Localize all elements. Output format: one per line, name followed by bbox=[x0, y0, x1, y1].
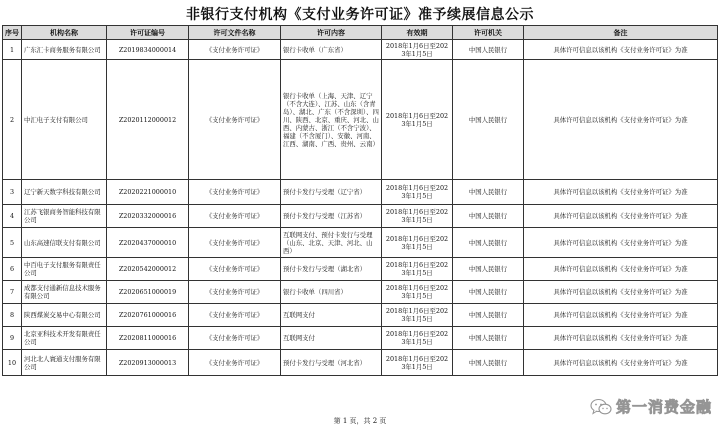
row-license-no: Z2019834000014 bbox=[107, 40, 189, 60]
row-note: 具体许可信息以该机构《支付业务许可证》为准 bbox=[524, 258, 718, 281]
row-authority: 中国人民银行 bbox=[453, 40, 524, 60]
table-row bbox=[3, 180, 718, 205]
row-license-no: Z2020332000016 bbox=[107, 205, 189, 228]
document-title: 非银行支付机构《支付业务许可证》准予续展信息公示 bbox=[186, 7, 534, 23]
row-name: 中百电子支付服务有限责任公司 bbox=[22, 258, 107, 281]
row-no: 3 bbox=[3, 180, 22, 205]
header-note: 备注 bbox=[524, 26, 718, 40]
row-no: 8 bbox=[3, 304, 22, 327]
row-license-no: Z2020761000016 bbox=[107, 304, 189, 327]
row-doc: 《支付业务许可证》 bbox=[189, 60, 281, 180]
row-name: 成都支付通新信息技术服务有限公司 bbox=[22, 281, 107, 304]
header-row bbox=[3, 26, 718, 40]
row-license-no: Z2020221000010 bbox=[107, 180, 189, 205]
table-row bbox=[3, 205, 718, 228]
table-row bbox=[3, 228, 718, 258]
row-name: 辽宁新天数字科技有限公司 bbox=[22, 180, 107, 205]
row-authority: 中国人民银行 bbox=[453, 205, 524, 228]
row-authority: 中国人民银行 bbox=[453, 350, 524, 376]
watermark bbox=[590, 396, 712, 417]
row-authority: 中国人民银行 bbox=[453, 304, 524, 327]
table-row bbox=[3, 40, 718, 60]
row-name: 广东汇卡商务服务有限公司 bbox=[22, 40, 107, 60]
row-doc: 《支付业务许可证》 bbox=[189, 205, 281, 228]
row-validity: 2018年1月6日至2023年1月5日 bbox=[382, 40, 453, 60]
row-no: 6 bbox=[3, 258, 22, 281]
row-doc: 《支付业务许可证》 bbox=[189, 304, 281, 327]
row-validity: 2018年1月6日至2023年1月5日 bbox=[382, 205, 453, 228]
row-validity: 2018年1月6日至2023年1月5日 bbox=[382, 180, 453, 205]
table-row bbox=[3, 281, 718, 304]
row-note: 具体许可信息以该机构《支付业务许可证》为准 bbox=[524, 228, 718, 258]
row-validity: 2018年1月6日至2023年1月5日 bbox=[382, 281, 453, 304]
row-authority: 中国人民银行 bbox=[453, 281, 524, 304]
row-name: 江苏飞银商务智能科技有限公司 bbox=[22, 205, 107, 228]
row-authority: 中国人民银行 bbox=[453, 228, 524, 258]
header-doc: 许可文件名称 bbox=[189, 26, 281, 40]
row-note: 具体许可信息以该机构《支付业务许可证》为准 bbox=[524, 281, 718, 304]
row-validity: 2018年1月6日至2023年1月5日 bbox=[382, 304, 453, 327]
row-doc: 《支付业务许可证》 bbox=[189, 350, 281, 376]
row-name: 陕西煤炭交易中心有限公司 bbox=[22, 304, 107, 327]
license-table bbox=[2, 25, 718, 376]
watermark-text: 第一消费金融 bbox=[615, 398, 712, 416]
header-no: 序号 bbox=[3, 26, 22, 40]
row-name: 山东高速信联支付有限公司 bbox=[22, 228, 107, 258]
row-no: 2 bbox=[3, 60, 22, 180]
row-validity: 2018年1月6日至2023年1月5日 bbox=[382, 350, 453, 376]
row-validity: 2018年1月6日至2023年1月5日 bbox=[382, 60, 453, 180]
row-doc: 《支付业务许可证》 bbox=[189, 258, 281, 281]
row-content: 银行卡收单（四川省） bbox=[281, 281, 382, 304]
row-doc: 《支付业务许可证》 bbox=[189, 228, 281, 258]
row-doc: 《支付业务许可证》 bbox=[189, 281, 281, 304]
row-no: 4 bbox=[3, 205, 22, 228]
row-content: 互联网支付 bbox=[281, 304, 382, 327]
row-content: 互联网支付 bbox=[281, 327, 382, 350]
row-name: 河北北人寰通支付服务有限公司 bbox=[22, 350, 107, 376]
row-license-no: Z2020542000012 bbox=[107, 258, 189, 281]
row-name: 中汇电子支付有限公司 bbox=[22, 60, 107, 180]
row-doc: 《支付业务许可证》 bbox=[189, 40, 281, 60]
row-license-no: Z2020913000013 bbox=[107, 350, 189, 376]
row-authority: 中国人民银行 bbox=[453, 258, 524, 281]
row-content: 预付卡发行与受理（河北省） bbox=[281, 350, 382, 376]
row-content: 预付卡发行与受理（湖北省） bbox=[281, 258, 382, 281]
row-note: 具体许可信息以该机构《支付业务许可证》为准 bbox=[524, 60, 718, 180]
row-doc: 《支付业务许可证》 bbox=[189, 180, 281, 205]
page-footer: 第 1 页，共 2 页 bbox=[333, 417, 387, 425]
row-content: 预付卡发行与受理（江苏省） bbox=[281, 205, 382, 228]
header-name: 机构名称 bbox=[22, 26, 107, 40]
table-row bbox=[3, 60, 718, 180]
row-validity: 2018年1月6日至2023年1月5日 bbox=[382, 258, 453, 281]
row-validity: 2018年1月6日至2023年1月5日 bbox=[382, 327, 453, 350]
row-content: 互联网支付、预付卡发行与受理（山东、北京、天津、河北、山西） bbox=[281, 228, 382, 258]
row-no: 9 bbox=[3, 327, 22, 350]
wechat-icon bbox=[590, 398, 612, 416]
table-row bbox=[3, 327, 718, 350]
table-row bbox=[3, 258, 718, 281]
row-authority: 中国人民银行 bbox=[453, 180, 524, 205]
row-authority: 中国人民银行 bbox=[453, 60, 524, 180]
row-license-no: Z2020651000019 bbox=[107, 281, 189, 304]
row-name: 北京亚科技术开发有限责任公司 bbox=[22, 327, 107, 350]
row-authority: 中国人民银行 bbox=[453, 327, 524, 350]
header-content: 许可内容 bbox=[281, 26, 382, 40]
header-authority: 许可机关 bbox=[453, 26, 524, 40]
row-no: 10 bbox=[3, 350, 22, 376]
row-validity: 2018年1月6日至2023年1月5日 bbox=[382, 228, 453, 258]
header-license-no: 许可证编号 bbox=[107, 26, 189, 40]
row-note: 具体许可信息以该机构《支付业务许可证》为准 bbox=[524, 350, 718, 376]
row-no: 1 bbox=[3, 40, 22, 60]
row-doc: 《支付业务许可证》 bbox=[189, 327, 281, 350]
row-no: 7 bbox=[3, 281, 22, 304]
row-license-no: Z2020811000016 bbox=[107, 327, 189, 350]
row-license-no: Z2020112000012 bbox=[107, 60, 189, 180]
row-note: 具体许可信息以该机构《支付业务许可证》为准 bbox=[524, 180, 718, 205]
row-note: 具体许可信息以该机构《支付业务许可证》为准 bbox=[524, 40, 718, 60]
row-note: 具体许可信息以该机构《支付业务许可证》为准 bbox=[524, 304, 718, 327]
row-no: 5 bbox=[3, 228, 22, 258]
table-row bbox=[3, 304, 718, 327]
row-content: 预付卡发行与受理（辽宁省） bbox=[281, 180, 382, 205]
header-validity: 有效期 bbox=[382, 26, 453, 40]
row-content: 银行卡收单（广东省） bbox=[281, 40, 382, 60]
row-note: 具体许可信息以该机构《支付业务许可证》为准 bbox=[524, 205, 718, 228]
row-content: 银行卡收单（上海、天津、辽宁（不含大连）、江苏、山东（含青岛）、湖北、广东（不含深圳）、四川、陕西、北京、重庆、河北、山西、内蒙古、浙江（不含宁波）、福建（不含厦门）、安徽、河南、江西、湖南、广西、贵州、云南） bbox=[281, 60, 382, 180]
row-license-no: Z2020437000010 bbox=[107, 228, 189, 258]
row-note: 具体许可信息以该机构《支付业务许可证》为准 bbox=[524, 327, 718, 350]
table-row bbox=[3, 350, 718, 376]
